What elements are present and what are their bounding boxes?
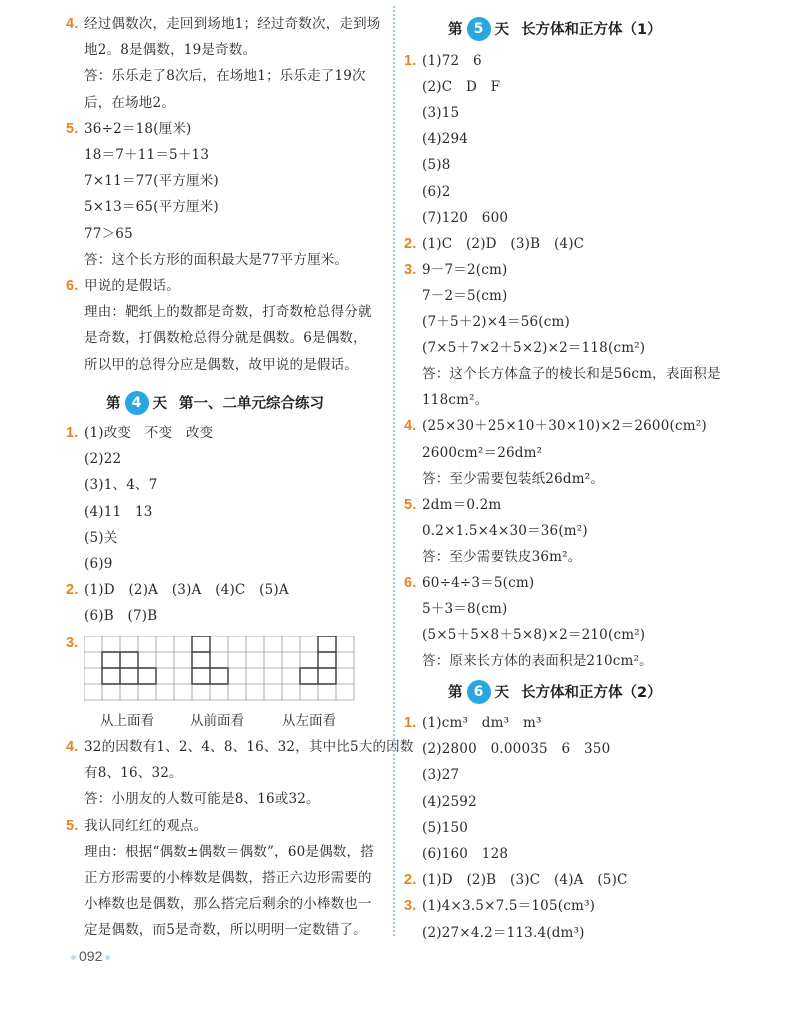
view-label-left: 从左面看 <box>282 713 336 729</box>
answer-text: 定是偶数，而5是奇数，所以明明一定数错了。 <box>84 922 367 939</box>
answer-text: 我认同红红的观点。 <box>84 817 208 834</box>
dot-icon <box>71 955 76 960</box>
answer-text: 36÷2＝18(厘米) <box>84 120 192 137</box>
answer-text: 地2。8是偶数，19是奇数。 <box>84 42 257 59</box>
answer-text: 118cm²。 <box>422 392 489 409</box>
section-suffix: 天 <box>494 685 509 701</box>
section-title: 长方体和正方体（1） <box>521 22 662 38</box>
answer-text: 正方形需要的小棒数是偶数，搭正六边形需要的 <box>84 870 372 886</box>
answer-text: (6)B (7)B <box>84 608 158 625</box>
answer-text: (4)11 13 <box>84 503 153 520</box>
section-prefix: 第 <box>448 22 463 38</box>
section-header-day5 <box>448 15 662 45</box>
answer-text: 答：小朋友的人数可能是8、16或32。 <box>84 791 320 808</box>
answer-text: (1)D (2)B (3)C (4)A (5)C <box>422 872 628 889</box>
question-number: 1. <box>404 715 417 731</box>
answer-text: 2dm＝0.2m <box>422 496 502 513</box>
answer-text: 理由：靶纸上的数都是奇数，打奇数枪总得分就 <box>84 304 372 321</box>
answer-text: (3)27 <box>422 767 460 784</box>
answer-text: (1)C (2)D (3)B (4)C <box>422 235 585 252</box>
section-title: 第一、二单元综合练习 <box>179 396 324 412</box>
answer-text: (7)120 600 <box>422 209 509 226</box>
answer-text: (5)关 <box>84 529 118 546</box>
answer-text: (4)2592 <box>422 793 477 810</box>
question-number: 4. <box>404 418 417 435</box>
question-number: 3. <box>404 898 417 915</box>
answer-text: 18＝7＋11＝5＋13 <box>84 147 210 163</box>
question-number: 2. <box>404 872 417 889</box>
question-number: 4. <box>66 16 79 32</box>
answer-text: 经过偶数次，走回到场地1；经过奇数次，走到场 <box>84 16 381 32</box>
answer-text: (6)160 128 <box>422 846 509 862</box>
answer-text: 5×13＝65(平方厘米) <box>84 199 219 216</box>
front-view-shape <box>192 636 228 684</box>
answer-text: 60÷4÷3＝5(cm) <box>422 575 535 591</box>
grid-drawing <box>84 636 356 702</box>
question-number: 5. <box>66 120 79 137</box>
question-number: 3. <box>404 261 417 278</box>
answer-text: (5)150 <box>422 819 469 836</box>
question-number: 4. <box>66 739 79 755</box>
answer-text: 答：这个长方形的面积最大是77平方厘米。 <box>84 251 349 268</box>
day-badge-icon: 6 <box>467 680 491 704</box>
answer-text: (1)4×3.5×7.5＝105(cm³) <box>422 898 596 915</box>
day-badge-icon: 4 <box>125 391 149 415</box>
answer-text: (6)9 <box>84 556 113 572</box>
answer-text: (7＋5＋2)×4＝56(cm) <box>422 314 570 330</box>
section-suffix: 天 <box>152 396 167 412</box>
day-badge-icon: 5 <box>467 17 491 41</box>
answer-text: 是奇数，打偶数枪总得分就是偶数。6是偶数， <box>84 330 367 347</box>
section-prefix: 第 <box>448 685 463 701</box>
page-number <box>68 948 113 964</box>
top-view-shape <box>102 652 156 684</box>
answer-text: 77＞65 <box>84 225 133 242</box>
question-number: 2. <box>404 235 417 252</box>
question-number: 3. <box>66 634 79 651</box>
page-number-text: 092 <box>79 948 103 964</box>
answer-text: (2)2800 0.00035 6 350 <box>422 741 611 758</box>
answer-text: (2)27×4.2＝113.4(dm³) <box>422 924 585 941</box>
answer-text: 9－7＝2(cm) <box>422 261 508 278</box>
column-divider <box>393 6 395 936</box>
answer-text: (2)22 <box>84 451 122 468</box>
answer-text: 7×11＝77(平方厘米) <box>84 173 219 190</box>
section-title: 长方体和正方体（2） <box>521 685 662 701</box>
answer-text: 答：至少需要铁皮36m²。 <box>422 548 582 565</box>
answer-text: (25×30＋25×10＋30×10)×2＝2600(cm²) <box>422 418 707 435</box>
answer-text: (1)D (2)A (3)A (4)C (5)A <box>84 582 289 599</box>
question-number: 6. <box>404 575 417 591</box>
question-number: 5. <box>404 496 417 513</box>
grid-view-labels <box>100 708 370 734</box>
section-header-day6 <box>448 678 662 708</box>
question-number: 2. <box>66 582 79 599</box>
answer-text: (1)cm³ dm³ m³ <box>422 715 542 731</box>
answer-text: (6)2 <box>422 183 451 200</box>
answer-text: (7×5＋7×2＋5×2)×2＝118(cm²) <box>422 340 646 357</box>
answer-text: (5)8 <box>422 157 451 174</box>
section-header-day4 <box>106 389 324 419</box>
question-number: 1. <box>404 53 417 69</box>
question-number: 6. <box>66 278 79 294</box>
answer-text: (2)C D F <box>422 79 501 96</box>
answer-text: 2600cm²＝26dm² <box>422 444 543 461</box>
answer-text: 理由：根据“偶数±偶数＝偶数”，60是偶数，搭 <box>84 843 374 860</box>
question-number: 5. <box>66 817 79 834</box>
three-views-grid-figure <box>84 636 356 706</box>
answer-text: 后，在场地2。 <box>84 94 175 111</box>
answer-text: 答：乐乐走了8次后，在场地1；乐乐走了19次 <box>84 68 366 85</box>
answer-text: (3)15 <box>422 105 460 122</box>
question-number: 1. <box>66 425 79 441</box>
answer-text: 答：原来长方体的表面积是210cm²。 <box>422 653 653 670</box>
answer-text: (1)改变 不变 改变 <box>84 425 214 441</box>
dot-icon <box>105 955 110 960</box>
answer-text: 甲说的是假话。 <box>84 278 180 294</box>
answer-text: (1)72 6 <box>422 53 482 69</box>
section-prefix: 第 <box>106 396 121 412</box>
answer-text: 5＋3＝8(cm) <box>422 601 508 618</box>
answer-text: (5×5＋5×8＋5×8)×2＝210(cm²) <box>422 627 646 644</box>
view-label-front: 从前面看 <box>190 713 244 729</box>
answer-text: 所以甲的总得分应是偶数，故甲说的是假话。 <box>84 356 358 373</box>
answer-text: 小棒数也是偶数，那么搭完后剩余的小棒数也一 <box>84 896 372 913</box>
answer-text: 答：至少需要包装纸26dm²。 <box>422 470 605 487</box>
answer-text: 7－2＝5(cm) <box>422 287 508 304</box>
answer-text: 0.2×1.5×4×30＝36(m²) <box>422 522 588 539</box>
answer-text: (4)294 <box>422 131 469 148</box>
answer-text: 有8、16、32。 <box>84 765 183 782</box>
answer-text: 32的因数有1、2、4、8、16、32，其中比5大的因数 <box>84 739 414 755</box>
left-view-shape <box>300 636 336 684</box>
answer-text: (3)1、4、7 <box>84 477 158 494</box>
answer-text: 答：这个长方体盒子的棱长和是56cm，表面积是 <box>422 366 721 383</box>
section-suffix: 天 <box>494 22 509 38</box>
view-label-top: 从上面看 <box>100 713 154 729</box>
